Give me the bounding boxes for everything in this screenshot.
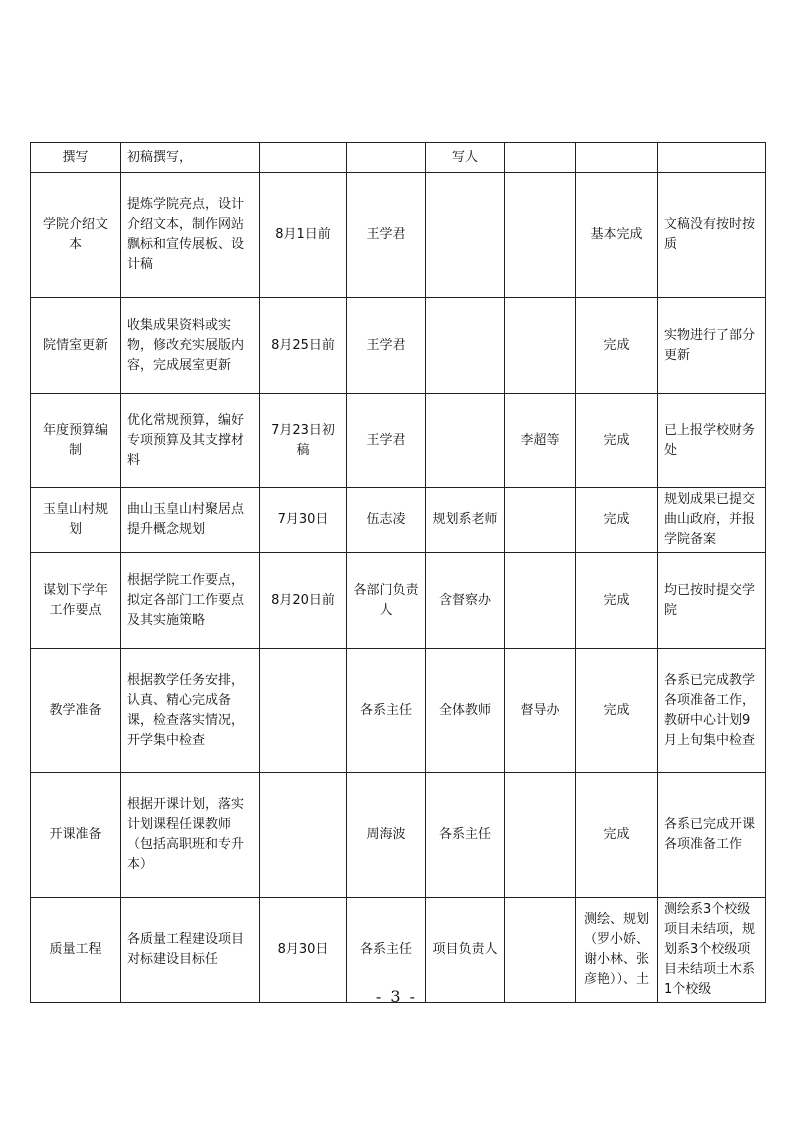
supervise-cell	[505, 773, 576, 898]
supervise-cell	[505, 553, 576, 649]
coop-cell	[426, 394, 505, 488]
deadline-cell	[260, 773, 347, 898]
coop-cell: 规划系老师	[426, 488, 505, 553]
status-cell: 完成	[576, 298, 658, 394]
note-cell: 已上报学校财务处	[658, 394, 766, 488]
lead-cell: 各系主任	[347, 898, 426, 1003]
note-cell: 规划成果已提交曲山政府，并报学院备案	[658, 488, 766, 553]
lead-cell: 周海波	[347, 773, 426, 898]
content-cell: 优化常规预算，编好专项预算及其支撑材料	[121, 394, 260, 488]
task-cell: 年度预算编制	[31, 394, 121, 488]
task-cell: 谋划下学年工作要点	[31, 553, 121, 649]
task-cell: 开课准备	[31, 773, 121, 898]
supervise-cell	[505, 143, 576, 173]
deadline-cell	[260, 143, 347, 173]
status-cell: 完成	[576, 553, 658, 649]
status-cell: 测绘、规划（罗小娇、谢小林、张彦艳））、土	[576, 898, 658, 1003]
content-cell: 各质量工程建设项目对标建设目标任	[121, 898, 260, 1003]
lead-cell: 王学君	[347, 394, 426, 488]
lead-cell: 王学君	[347, 173, 426, 298]
task-cell: 质量工程	[31, 898, 121, 1003]
content-cell: 根据学院工作要点，拟定各部门工作要点及其实施策略	[121, 553, 260, 649]
coop-cell	[426, 173, 505, 298]
deadline-cell: 8月30日	[260, 898, 347, 1003]
deadline-cell: 7月23日初稿	[260, 394, 347, 488]
coop-cell: 含督察办	[426, 553, 505, 649]
status-cell: 基本完成	[576, 173, 658, 298]
lead-cell: 伍志凌	[347, 488, 426, 553]
coop-cell: 项目负责人	[426, 898, 505, 1003]
work-table	[30, 142, 766, 1003]
table-row	[31, 488, 766, 553]
table-row	[31, 773, 766, 898]
table-row	[31, 298, 766, 394]
table-row	[31, 143, 766, 173]
deadline-cell: 7月30日	[260, 488, 347, 553]
table-row	[31, 394, 766, 488]
lead-cell: 各部门负责人	[347, 553, 426, 649]
note-cell: 各系已完成开课各项准备工作	[658, 773, 766, 898]
note-cell: 各系已完成教学各项准备工作，教研中心计划9月上旬集中检查	[658, 649, 766, 773]
note-cell: 均已按时提交学院	[658, 553, 766, 649]
note-cell: 文稿没有按时按质	[658, 173, 766, 298]
task-cell: 学院介绍文本	[31, 173, 121, 298]
content-cell: 初稿撰写，	[121, 143, 260, 173]
status-cell	[576, 143, 658, 173]
supervise-cell: 督导办	[505, 649, 576, 773]
table-row	[31, 649, 766, 773]
content-cell: 提炼学院亮点，设计介绍文本，制作网站飘标和宣传展板、设计稿	[121, 173, 260, 298]
status-cell: 完成	[576, 649, 658, 773]
lead-cell: 王学君	[347, 298, 426, 394]
task-cell: 教学准备	[31, 649, 121, 773]
content-cell: 收集成果资料或实物，修改充实展版内容，完成展室更新	[121, 298, 260, 394]
deadline-cell	[260, 649, 347, 773]
task-cell: 院情室更新	[31, 298, 121, 394]
note-cell	[658, 143, 766, 173]
supervise-cell	[505, 173, 576, 298]
page-number: - 3 -	[375, 987, 418, 1006]
note-cell: 实物进行了部分更新	[658, 298, 766, 394]
content-cell: 根据开课计划，落实计划课程任课教师（包括高职班和专升本）	[121, 773, 260, 898]
coop-cell: 全体教师	[426, 649, 505, 773]
supervise-cell: 李超等	[505, 394, 576, 488]
supervise-cell	[505, 298, 576, 394]
status-cell: 完成	[576, 394, 658, 488]
content-cell: 根据教学任务安排，认真、精心完成备课，检查落实情况，开学集中检查	[121, 649, 260, 773]
deadline-cell: 8月1日前	[260, 173, 347, 298]
supervise-cell	[505, 488, 576, 553]
table-row	[31, 553, 766, 649]
content-cell: 曲山玉皇山村聚居点提升概念规划	[121, 488, 260, 553]
task-cell: 玉皇山村规划	[31, 488, 121, 553]
deadline-cell: 8月25日前	[260, 298, 347, 394]
status-cell: 完成	[576, 488, 658, 553]
task-cell: 撰写	[31, 143, 121, 173]
note-cell: 测绘系3个校级项目未结项，规划系3个校级项目未结项土木系1个校级	[658, 898, 766, 1003]
coop-cell	[426, 298, 505, 394]
deadline-cell: 8月20日前	[260, 553, 347, 649]
table-row	[31, 173, 766, 298]
coop-cell: 写人	[426, 143, 505, 173]
status-cell: 完成	[576, 773, 658, 898]
lead-cell	[347, 143, 426, 173]
lead-cell: 各系主任	[347, 649, 426, 773]
coop-cell: 各系主任	[426, 773, 505, 898]
